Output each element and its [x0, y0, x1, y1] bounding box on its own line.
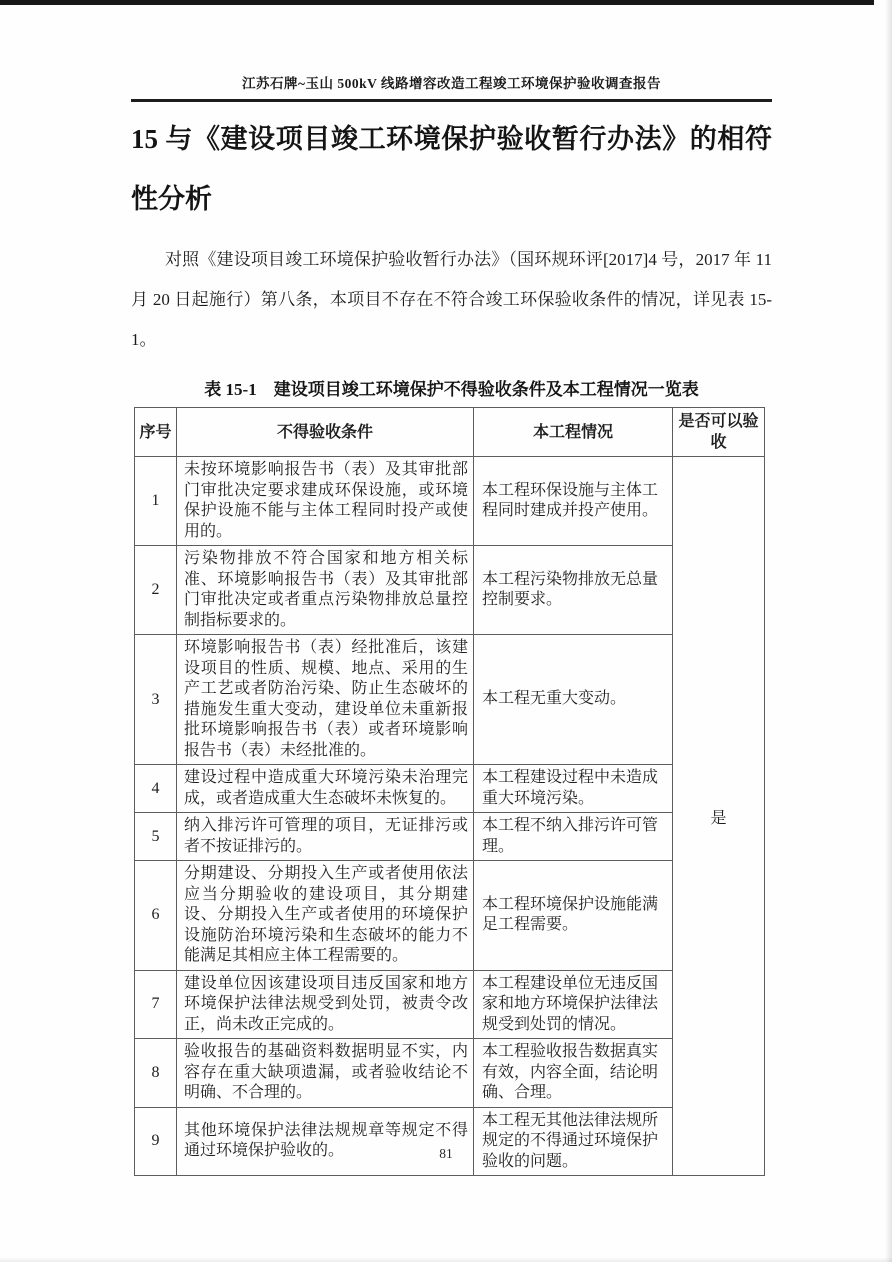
scan-artifact-right-edge [885, 0, 892, 1262]
table-row [135, 546, 765, 635]
table-body [135, 457, 765, 1176]
column-header-no: 序号 [135, 408, 177, 457]
cell-condition: 环境影响报告书（表）经批准后，该建设项目的性质、规模、地点、采用的生产工艺或者防治污染、防止生态破坏的措施发生重大变动，建设单位未重新报批环境影响报告书（表）或者环境影响报告书（表）未经批准的。 [177, 635, 474, 765]
column-header-situation: 本工程情况 [474, 408, 673, 457]
cell-row-number: 8 [135, 1039, 177, 1108]
cell-situation: 本工程环境保护设施能满足工程需要。 [474, 861, 673, 971]
cell-condition: 污染物排放不符合国家和地方相关标准、环境影响报告书（表）及其审批部门审批决定或者重点污染物排放总量控制指标要求的。 [177, 546, 474, 635]
cell-row-number: 1 [135, 457, 177, 546]
cell-condition: 纳入排污许可管理的项目，无证排污或者不按证排污的。 [177, 813, 474, 861]
cell-row-number: 6 [135, 861, 177, 971]
column-header-condition: 不得验收条件 [177, 408, 474, 457]
running-header-title: 江苏石牌~玉山 500kV 线路增容改造工程竣工环境保护验收调查报告 [241, 76, 662, 91]
page-number: 81 [439, 1146, 453, 1161]
table-row [135, 1039, 765, 1108]
cell-row-number: 4 [135, 765, 177, 813]
table-header [135, 408, 765, 457]
cell-situation: 本工程无重大变动。 [474, 635, 673, 765]
column-header-acceptable: 是否可以验收 [673, 408, 765, 457]
cell-condition: 建设单位因该建设项目违反国家和地方环境保护法律法规受到处罚，被责令改正，尚未改正完成的。 [177, 970, 474, 1039]
cell-situation: 本工程验收报告数据真实有效，内容全面，结论明确、合理。 [474, 1039, 673, 1108]
header-rule [131, 99, 772, 102]
table-row [135, 635, 765, 765]
table-header-row [135, 408, 765, 457]
table-row [135, 813, 765, 861]
table-caption: 表 15-1 建设项目竣工环境保护不得验收条件及本工程情况一览表 [204, 380, 699, 399]
cell-row-number: 5 [135, 813, 177, 861]
cell-row-number: 2 [135, 546, 177, 635]
intro-paragraph: 对照《建设项目竣工环境保护验收暂行办法》（国环规环评[2017]4 号，2017 年 11 月 20 日起施行）第八条，本项目不存在不符合竣工环保验收条件的情况，详见表 15-1。 [131, 250, 772, 349]
cell-situation: 本工程污染物排放无总量控制要求。 [474, 546, 673, 635]
table-row [135, 970, 765, 1039]
table-row [135, 861, 765, 971]
cell-row-number: 9 [135, 1107, 177, 1176]
cell-condition: 未按环境影响报告书（表）及其审批部门审批决定要求建成环保设施，或环境保护设施不能与主体工程同时投产或使用的。 [177, 457, 474, 546]
cell-situation: 本工程无其他法律法规所规定的不得通过环境保护验收的问题。 [474, 1107, 673, 1176]
cell-row-number: 3 [135, 635, 177, 765]
cell-situation: 本工程建设单位无违反国家和地方环境保护法律法规受到处罚的情况。 [474, 970, 673, 1039]
chapter-heading: 15 与《建设项目竣工环境保护验收暂行办法》的相符性分析 [131, 124, 772, 214]
cell-condition: 分期建设、分期投入生产或者使用依法应当分期验收的建设项目，其分期建设、分期投入生产或者使用的环境保护设施防治环境污染和生态破坏的能力不能满足其相应主体工程需要的。 [177, 861, 474, 971]
cell-situation: 本工程不纳入排污许可管理。 [474, 813, 673, 861]
scan-artifact-bottom-edge [0, 1257, 892, 1262]
cell-situation: 本工程建设过程中未造成重大环境污染。 [474, 765, 673, 813]
cell-condition: 其他环境保护法律法规规章等规定不得通过环境保护验收的。 [177, 1107, 474, 1176]
acceptance-conditions-table [134, 407, 765, 1176]
page-content [131, 0, 772, 1176]
cell-condition: 建设过程中造成重大环境污染未治理完成，或者造成重大生态破坏未恢复的。 [177, 765, 474, 813]
cell-condition: 验收报告的基础资料数据明显不实，内容存在重大缺项遗漏，或者验收结论不明确、不合理的。 [177, 1039, 474, 1108]
table-row [135, 1107, 765, 1176]
cell-situation: 本工程环保设施与主体工程同时建成并投产使用。 [474, 457, 673, 546]
table-row [135, 765, 765, 813]
cell-acceptance-merged: 是 [673, 457, 765, 1176]
table-row [135, 457, 765, 546]
cell-row-number: 7 [135, 970, 177, 1039]
